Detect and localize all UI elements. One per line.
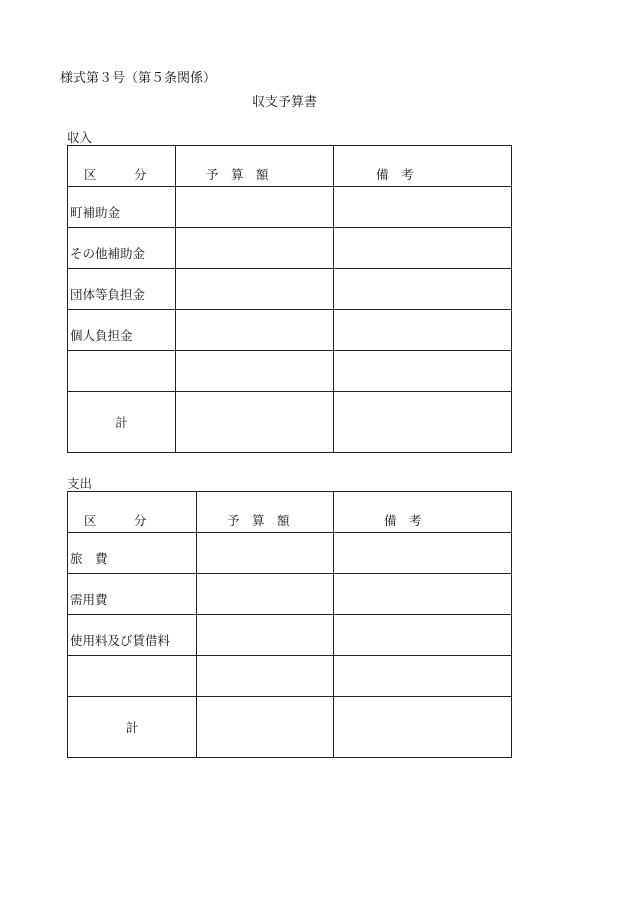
form-label: 様式第３号（第５条関係） [60,71,217,86]
expense-header-category-cell [68,492,197,533]
income-header-category-cell [68,146,176,187]
income-total-label: 計 [115,415,128,430]
income-header-row [68,146,512,187]
expense-row-category: 需用費 [70,592,108,607]
expense-table [67,491,512,758]
expense-row [68,533,512,574]
income-row [68,351,512,392]
expense-header-category: 区 分 [84,513,147,528]
expense-row-remarks-cell [334,615,512,656]
income-row-budget-cell [176,228,334,269]
income-header-budget-cell [176,146,334,187]
income-row-category: その他補助金 [70,246,146,261]
expense-row-category: 旅 費 [70,551,108,566]
expense-header-budget: 予 算 額 [227,513,290,528]
expense-row-remarks-cell [334,533,512,574]
income-total-remarks-cell [334,392,512,453]
income-row-remarks-cell [334,351,512,392]
expense-row-category-cell [68,574,197,615]
expense-row-category-cell [68,615,197,656]
income-row [68,187,512,228]
expense-row [68,656,512,697]
expense-header-remarks-cell [334,492,512,533]
income-row-budget-cell [176,187,334,228]
expense-row-budget-cell [197,533,334,574]
expense-row-category-cell [68,533,197,574]
income-row-category-cell [68,187,176,228]
income-table [67,145,512,453]
expense-row-budget-cell [197,574,334,615]
income-row-remarks-cell [334,228,512,269]
document-title: 収支予算書 [252,95,318,110]
expense-header-row [68,492,512,533]
income-row-category-cell [68,228,176,269]
income-row [68,269,512,310]
expense-header-budget-cell [197,492,334,533]
income-total-cell [68,392,176,453]
expense-row-category-cell [68,656,197,697]
income-row-category: 町補助金 [70,205,121,220]
income-header-remarks-cell [334,146,512,187]
expense-row [68,615,512,656]
income-row-category-cell [68,351,176,392]
income-row-remarks-cell [334,269,512,310]
income-row-category-cell [68,269,176,310]
income-total-row [68,392,512,453]
income-row-category: 個人負担金 [70,328,133,343]
income-row-budget-cell [176,310,334,351]
expense-total-budget-cell [197,697,334,758]
expense-row-remarks-cell [334,574,512,615]
income-row-remarks-cell [334,187,512,228]
expense-row-remarks-cell [334,656,512,697]
expense-total-row [68,697,512,758]
expense-row [68,574,512,615]
income-row-category-cell [68,310,176,351]
income-row [68,228,512,269]
income-row-budget-cell [176,269,334,310]
expense-total-cell [68,697,197,758]
expense-row-budget-cell [197,656,334,697]
income-row [68,310,512,351]
expense-total-label: 計 [125,720,139,735]
income-row-budget-cell [176,351,334,392]
income-header-category: 区 分 [84,167,147,182]
expense-row-budget-cell [197,615,334,656]
income-section-label: 収入 [67,130,93,145]
income-total-budget-cell [176,392,334,453]
income-header-budget: 予 算 額 [206,167,269,182]
income-row-category: 団体等負担金 [70,287,146,302]
income-row-remarks-cell [334,310,512,351]
expense-header-remarks: 備 考 [384,513,422,528]
expense-row-category: 使用料及び賃借料 [70,633,171,648]
expense-section-label: 支出 [67,476,93,491]
expense-total-remarks-cell [334,697,512,758]
income-header-remarks: 備 考 [376,167,414,182]
